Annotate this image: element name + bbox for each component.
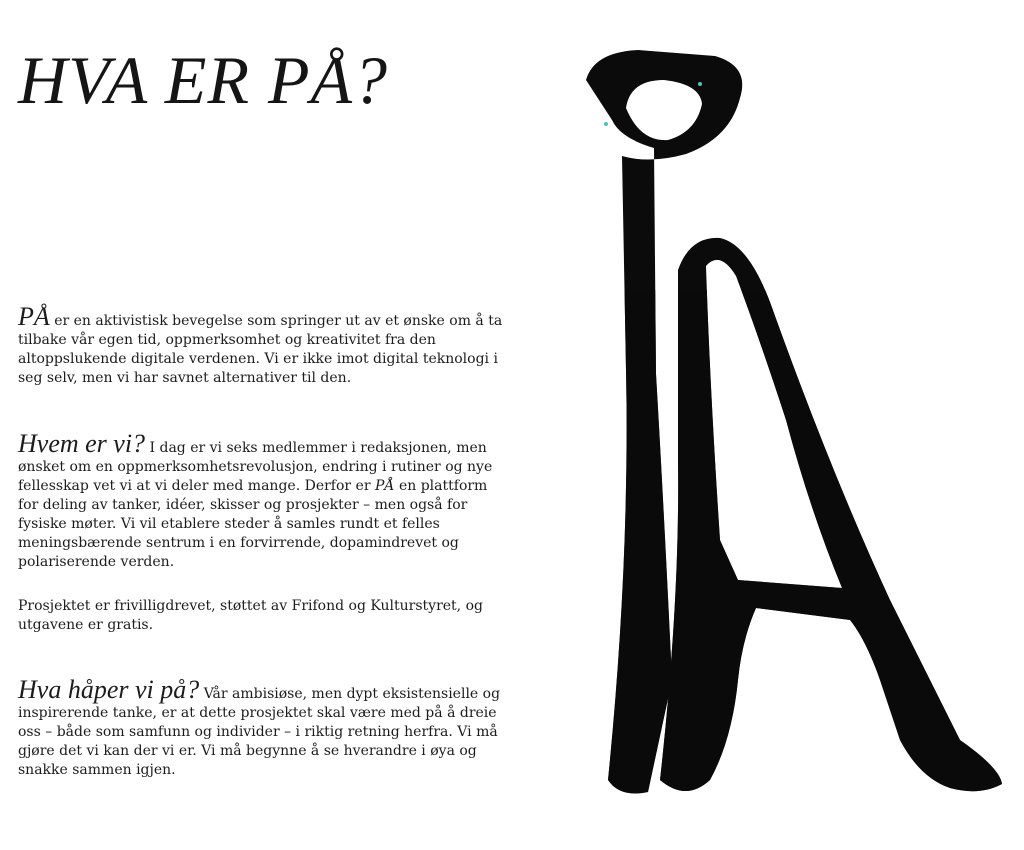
hope-paragraph bbox=[18, 675, 512, 780]
project-paragraph: Prosjektet er frivilligdrevet, støttet av Frifond og Kulturstyret, og utgavene er gratis. bbox=[18, 598, 483, 633]
page-title: HVA ER PÅ? bbox=[18, 42, 389, 118]
letters bbox=[586, 50, 1002, 794]
intro-paragraph bbox=[18, 302, 512, 388]
hope-lead: Hva håper vi på? bbox=[18, 675, 200, 704]
intro-lead: PÅ bbox=[18, 302, 50, 331]
who-text-b: en plattform for deling av tanker, idéer, skisser og prosjekter – men også for fysiske møter. Vi vil etablere steder å samles rundt et felles meningsbærende sentrum i en forvirrende, dopamindrevet og polariserende verden. bbox=[18, 478, 488, 570]
intro-text: er en aktivistisk bevegelse som springer ut av et ønske om å ta tilbake vår egen tid, oppmerksomhet og kreativitet fra den altoppslukende digitale verdenen. Vi er ikke imot digital teknologi i seg selv, men vi har savnet alternativer til den. bbox=[18, 313, 503, 386]
who-lead: Hvem er vi? bbox=[18, 429, 146, 458]
hope-text: Vår ambisiøse, men dypt eksistensielle og inspirerende tanke, er at dette prosjektet skal være med på å dreie oss – både som samfunn og individer – i riktig retning herfra. Vi må gjøre det vi kan der vi er. Vi må begynne å se hverandre i øya og snakke sammen igjen. bbox=[18, 686, 501, 778]
who-text-a: I dag er vi seks medlemmer i redaksjonen, men ønsket om en oppmerksomhetsrevolusjon, endring i rutiner og nye fellesskap vet vi at vi deler med mange. Derfor er bbox=[18, 440, 493, 494]
who-paragraph bbox=[18, 429, 512, 572]
handwritten-pa-letters-icon bbox=[560, 40, 1020, 810]
who-em: PÅ bbox=[374, 478, 395, 494]
